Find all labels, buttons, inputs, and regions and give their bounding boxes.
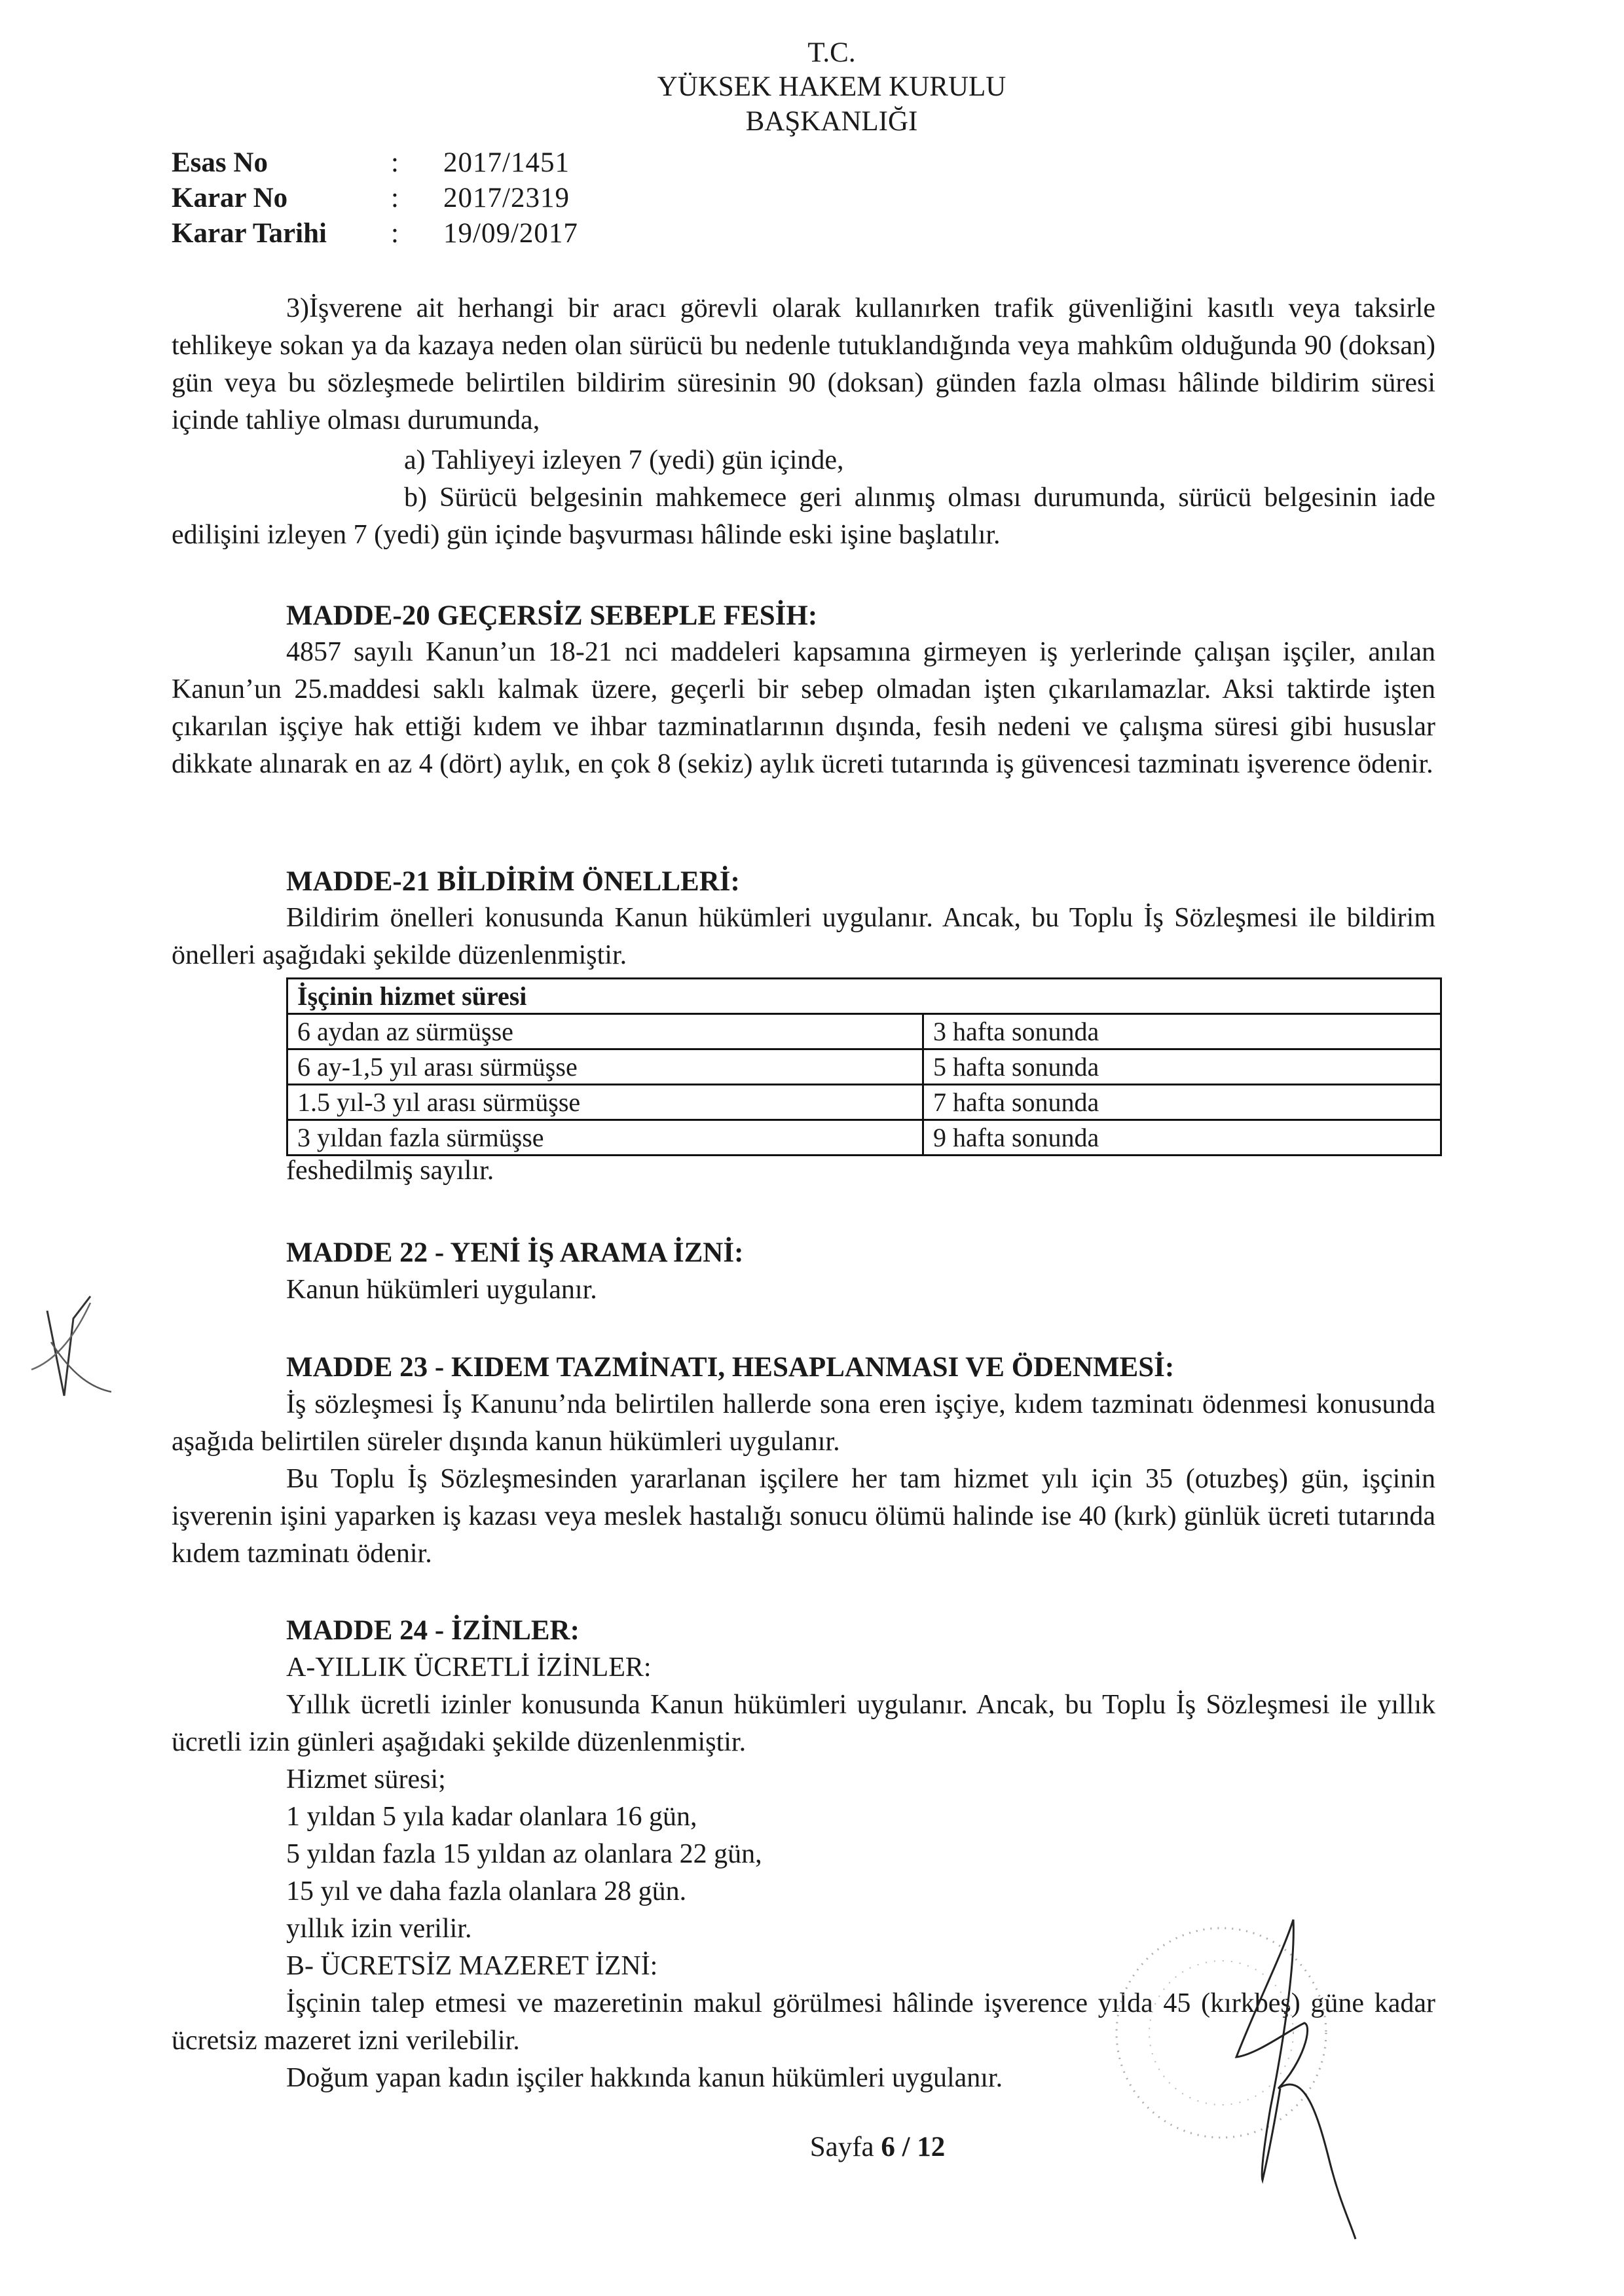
page-label: Sayfa: [809, 2132, 874, 2162]
table-cell-notice: 5 hafta sonunda: [923, 1049, 1441, 1085]
case-info-label: Karar Tarihi: [172, 218, 327, 249]
table-cell-notice: 7 hafta sonunda: [923, 1085, 1441, 1120]
case-info-value: 2017/2319: [443, 183, 570, 213]
page-current: 6: [881, 2132, 895, 2162]
header-presidency: BAŞKANLIĞI: [745, 106, 918, 137]
madde24-sub-a-title: A-YILLIK ÜCRETLİ İZİNLER:: [286, 1652, 652, 1683]
case-info-value: 2017/1451: [443, 147, 570, 178]
madde21-title: MADDE-21 BİLDİRİM ÖNELLERİ:: [286, 866, 740, 897]
case-info-row-esas: [172, 145, 578, 181]
table-row: [287, 1014, 1441, 1049]
table-header: İşçinin hizmet süresi: [287, 979, 1441, 1014]
madde23-paragraph-2: Bu Toplu İş Sözleşmesinden yararlanan işçilere her tam hizmet yılı için 35 (otuzbeş) gün, işçinin işverenin işini yaparken iş kazası veya meslek hastalığı sonucu ölümü halinde ise 40 (kırk) günlük ücreti tutarında kıdem tazminatı ödenir.: [172, 1464, 1435, 1569]
madde24-title: MADDE 24 - İZİNLER:: [286, 1615, 580, 1646]
madde24-service-label: Hizmet süresi;: [286, 1764, 446, 1795]
table-cell-duration: 3 yıldan fazla sürmüşse: [287, 1120, 923, 1156]
case-info-colon: :: [391, 218, 399, 249]
madde24-sub-a-text: Yıllık ücretli izinler konusunda Kanun hükümleri uygulanır. Ancak, bu Toplu İş Sözleşmesi ile yıllık ücretli izin günleri aşağıdaki şekilde düzenlenmiştir.: [172, 1690, 1435, 1757]
table-cell-duration: 1.5 yıl-3 yıl arası sürmüşse: [287, 1085, 923, 1120]
page-number: [720, 2131, 1035, 2163]
table-cell-duration: 6 aydan az sürmüşse: [287, 1014, 923, 1049]
table-header-row: [287, 979, 1441, 1014]
case-info-row-tarih: [172, 216, 578, 251]
case-info-row-karar: [172, 181, 578, 216]
case-info: [172, 145, 578, 251]
table-row: [287, 1085, 1441, 1120]
case-info-label: Karar No: [172, 183, 288, 213]
madde24-maternity: Doğum yapan kadın işçiler hakkında kanun hükümleri uygulanır.: [286, 2063, 1003, 2093]
madde22-title: MADDE 22 - YENİ İŞ ARAMA İZNİ:: [286, 1237, 744, 1268]
madde23-paragraph-1: İş sözleşmesi İş Kanunu’nda belirtilen hallerde sona eren işçiye, kıdem tazminatı ödenmesi konusunda aşağıda belirtilen süreler dışında kanun hükümleri uygulanır.: [172, 1389, 1435, 1457]
madde21-text: Bildirim önelleri konusunda Kanun hükümleri uygulanır. Ancak, bu Toplu İş Sözleşmesi ile bildirim önelleri aşağıdaki şekilde düzenlenmiştir.: [172, 903, 1435, 970]
madde22-text: Kanun hükümleri uygulanır.: [286, 1275, 597, 1305]
header-tc: T.C.: [807, 37, 856, 68]
notice-period-table: [286, 977, 1442, 1156]
table-row: [287, 1120, 1441, 1156]
table-row: [287, 1049, 1441, 1085]
leave-line: 15 yıl ve daha fazla olanlara 28 gün.: [286, 1876, 687, 1906]
madde24-sub-b-title: B- ÜCRETSİZ MAZERET İZNİ:: [286, 1951, 658, 1981]
item3-sub-a: a) Tahliyeyi izleyen 7 (yedi) gün içinde,: [404, 445, 844, 475]
madde24-sub-b-text: İşçinin talep etmesi ve mazeretinin makul görülmesi hâlinde işverence yılda 45 (kırkbeş) güne kadar ücretsiz mazeret izni verilebilir.: [172, 1988, 1435, 2056]
leave-line: 5 yıldan fazla 15 yıldan az olanlara 22 gün,: [286, 1839, 762, 1869]
case-info-colon: :: [391, 147, 399, 178]
item3-sub-b: b) Sürücü belgesinin mahkemece geri alınmış olması durumunda, sürücü belgesinin iade edilişini izleyen 7 (yedi) gün içinde başvurması hâlinde eski işine başlatılır.: [172, 483, 1435, 550]
page-separator: /: [902, 2132, 910, 2162]
madde20-text: 4857 sayılı Kanun’un 18-21 nci maddeleri kapsamına girmeyen iş yerlerinde çalışan işçiler, anılan Kanun’un 25.maddesi saklı kalmak üzere, geçerli bir sebep olmadan işten çıkarılamazlar. Aksi taktirde işten çıkarılan işçiye hak ettiği kıdem ve ihbar tazminatlarının dışında, fesih nedeni ve çalışma süresi gibi hususlar dikkate alınarak en az 4 (dört) aylık, en çok 8 (sekiz) aylık ücreti tutarında iş güvencesi tazminatı işverence ödenir.: [172, 637, 1435, 779]
madde21-after-table: feshedilmiş sayılır.: [286, 1156, 494, 1186]
case-info-value: 19/09/2017: [443, 218, 578, 249]
item3-paragraph: 3)İşverene ait herhangi bir aracı görevli olarak kullanırken trafik güvenliğini kasıtlı veya taksirle tehlikeye sokan ya da kazaya neden olan sürücü bu nedenle tutuklandığında veya mahkûm olduğunda 90 (doksan) gün veya bu sözleşmede belirtilen bildirim süresinin 90 (doksan) günden fazla olması hâlinde bildirim süresi içinde tahliye olması durumunda,: [172, 293, 1435, 435]
initials-signature-icon: [26, 1296, 131, 1414]
case-info-colon: :: [391, 183, 399, 213]
header-institution: YÜKSEK HAKEM KURULU: [657, 71, 1006, 102]
table-cell-notice: 3 hafta sonunda: [923, 1014, 1441, 1049]
leave-line: 1 yıldan 5 yıla kadar olanlara 16 gün,: [286, 1802, 697, 1832]
table-cell-notice: 9 hafta sonunda: [923, 1120, 1441, 1156]
page-total: 12: [917, 2132, 946, 2162]
table-cell-duration: 6 ay-1,5 yıl arası sürmüşse: [287, 1049, 923, 1085]
madde20-title: MADDE-20 GEÇERSİZ SEBEPLE FESİH:: [286, 600, 818, 631]
signature-icon: [1218, 1912, 1388, 2265]
case-info-label: Esas No: [172, 147, 268, 178]
madde24-leave-footer: yıllık izin verilir.: [286, 1914, 472, 1944]
madde23-title: MADDE 23 - KIDEM TAZMİNATI, HESAPLANMASI VE ÖDENMESİ:: [286, 1352, 1175, 1383]
